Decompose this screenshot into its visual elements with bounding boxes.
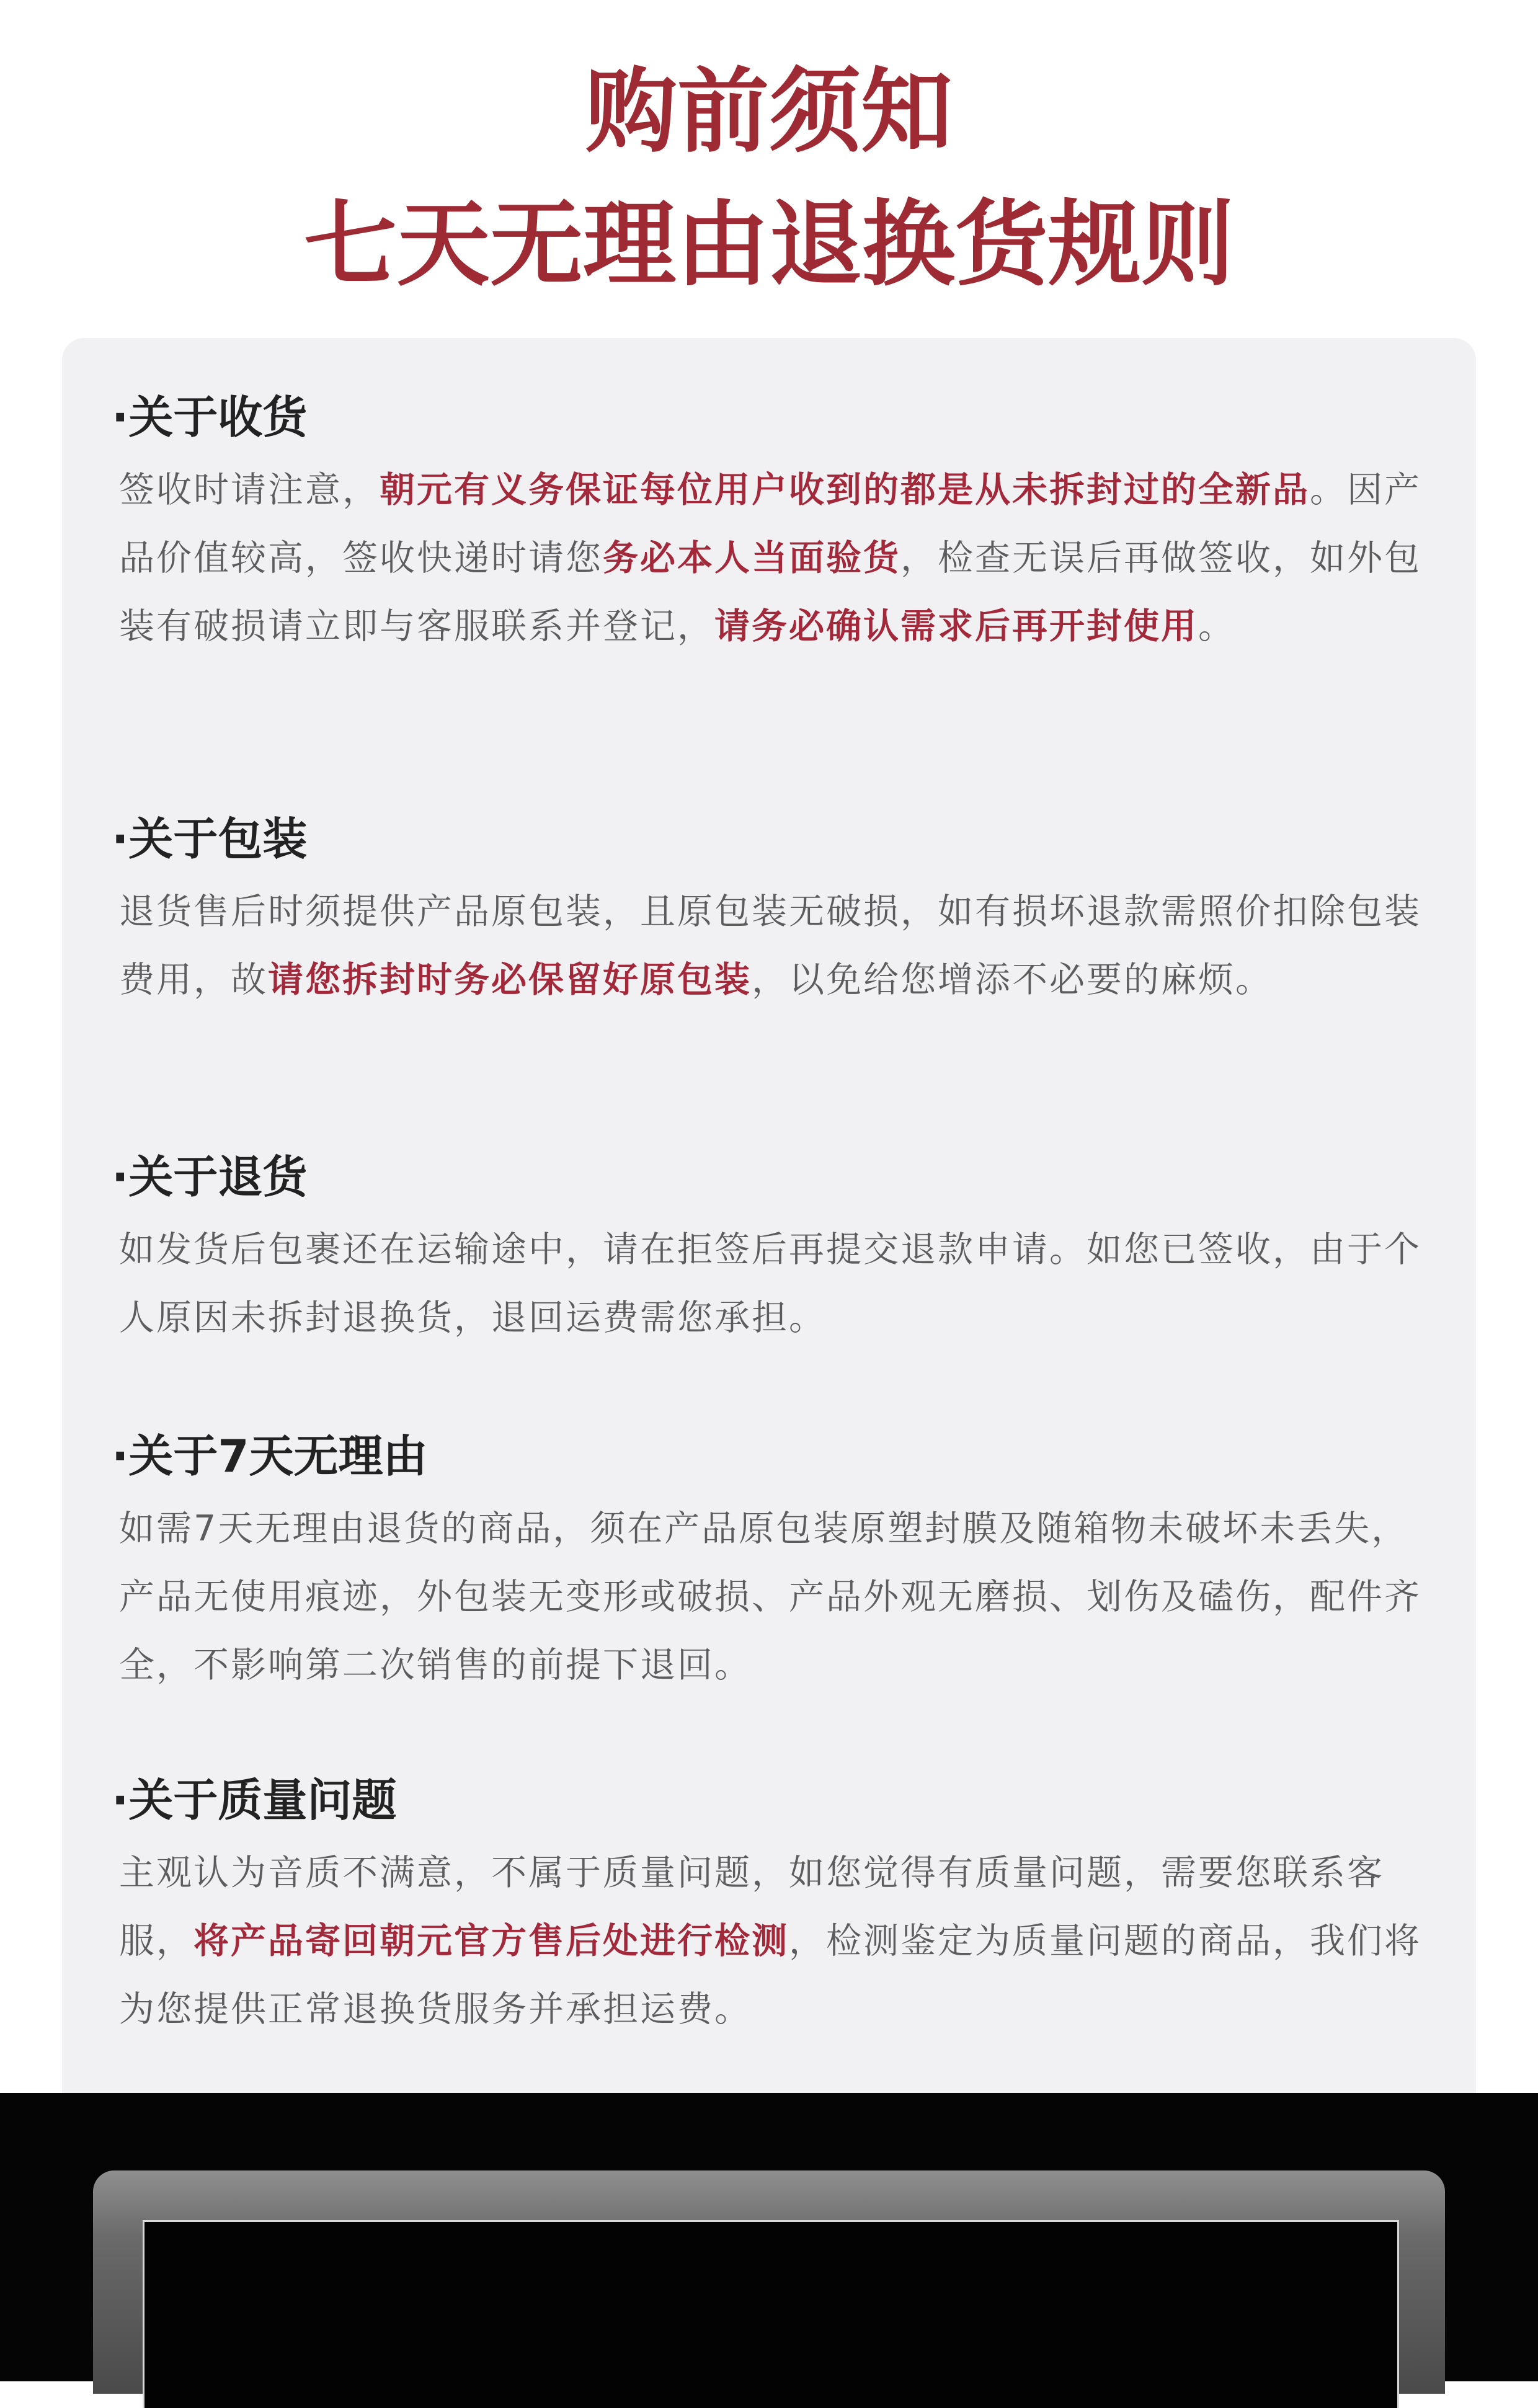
body-text: 如发货后包裹还在运输途中，请在拒签后再提交退款申请。如您已签收，由于个人原因未拆封退换货，退回运费需您承担。 [119,1229,1421,1338]
section-receiving [112,388,1426,660]
body-text: ，以免给您增添不必要的麻烦。 [752,959,1273,1000]
section-body [119,456,1428,660]
section-heading: ·关于7天无理由 [112,1430,428,1482]
highlight-text: 将产品寄回朝元官方售后处进行检测 [193,1921,789,1961]
body-text: 。因产品价值较高，签收快递时请您 [119,469,1421,579]
highlight-text: 务必本人当面验货 [603,538,900,579]
section-packaging [112,809,1426,1014]
device-screen [143,2220,1399,2408]
page-subtitle: 七天无理由退换货规则 [303,191,1234,299]
section-heading: ·关于包装 [112,813,308,865]
highlight-text: 请您拆封时务必保留好原包装 [268,959,752,1000]
body-text: ，检测鉴定为质量问题的商品，我们将为您提供正常退换货服务并承担运费。 [119,1921,1421,2030]
section-body [119,1839,1428,2043]
highlight-text: 朝元有义务保证每位用户收到的都是从未拆封过的全新品 [380,469,1310,510]
section-heading: ·关于质量问题 [112,1774,397,1826]
body-text: 。 [1198,606,1235,647]
body-text: 退货售后时须提供产品原包装，且原包装无破损，如有损坏退款需照价扣除包装费用，故 [119,891,1421,1000]
section-heading: ·关于收货 [112,391,308,443]
section-quality [112,1770,1426,2043]
highlight-text: 请务必确认需求后再开封使用 [714,606,1198,647]
section-body [119,1215,1428,1352]
section-body [119,877,1428,1014]
section-returns [112,1147,1426,1352]
body-text: 如需7天无理由退货的商品，须在产品原包装原塑封膜及随箱物未破坏未丢失，产品无使用痕迹，外包装无变形或破损、产品外观无磨损、划伤及磕伤，配件齐全，不影响第二次销售的前提下退回。 [119,1508,1421,1686]
body-text: 签收时请注意， [119,469,380,510]
section-heading: ·关于退货 [112,1151,308,1203]
body-text: 主观认为音质不满意，不属于质量问题，如您觉得有质量问题，需要您联系客服， [119,1852,1384,1961]
header [0,0,1538,335]
section-seven-day [112,1426,1426,1699]
page-title: 购前须知 [585,58,953,165]
section-body [119,1495,1428,1699]
body-text: ，检查无误后再做签收，如外包装有破损请立即与客服联系并登记， [119,538,1421,647]
